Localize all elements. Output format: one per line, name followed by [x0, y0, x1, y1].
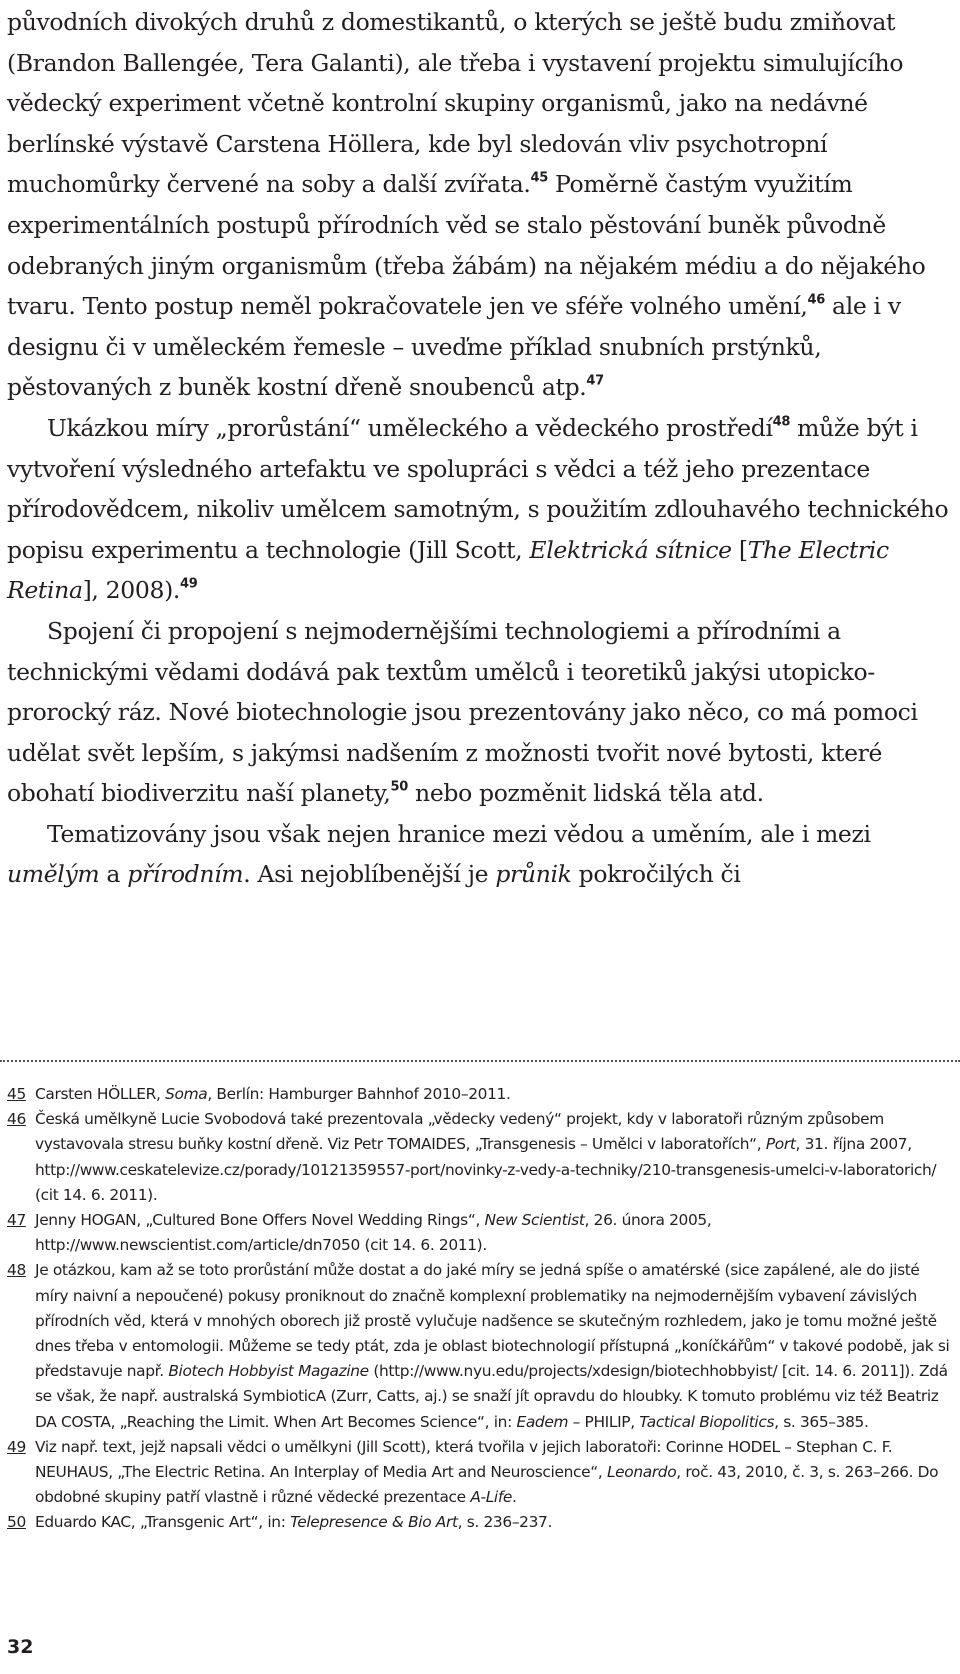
footnote-text: , Berlín: Hamburger Bahnhof 2010–2011. — [207, 1085, 511, 1103]
footnote-47 — [7, 1208, 955, 1258]
footnote-divider — [0, 1060, 960, 1062]
footnote-ref-45[interactable]: 45 — [530, 170, 548, 186]
footnote-ref-48[interactable]: 48 — [772, 414, 791, 430]
paragraph-2 — [7, 408, 955, 611]
paragraph-text: nebo pozměnit lidská těla atd. — [407, 779, 764, 808]
footnote-italic: Telepresence & Bio Art — [290, 1513, 458, 1532]
footnote-italic: Tactical Biopolitics — [639, 1412, 775, 1431]
footnote-45 — [7, 1082, 955, 1107]
footnote-text: , 31. října 2007, http://www.ceskatelevize.cz/porady/10121359557-port/novinky-z-vedy-a-techniky/210-transgenesis-umelci-v-laboratorich/ (cit 14. 6. 2011). — [35, 1135, 937, 1204]
footnote-text: , s. 236–237. — [457, 1513, 553, 1532]
footnote-text: Je otázkou, kam až se toto prorůstání může dostat a do jaké míry se jedná spíše o amatérské (sice zapálené, ale do jisté míry naivní a nepoučené) pokusy proniknout do značně komplexní problematiky na nejmodernějším vybavení závislých přírodních věd, která v mnohých oborech již prostě vylučuje nadšence se skutečným rozhledem, jako je tomu možné ještě dnes třeba v entomologii. Můžeme se tedy ptát, zda je oblast biotechnologií přístupná „koníčkářům“ v takové podobě, jak si představuje např. — [35, 1261, 950, 1381]
footnote-ref-47[interactable]: 47 — [586, 373, 604, 389]
footnote-text: Eduardo KAC, „Transgenic Art“, in: — [35, 1513, 291, 1532]
emphasis: průnik — [495, 860, 572, 889]
footnote-text: – PHILIP, — [568, 1412, 640, 1431]
footnote-text: Česká umělkyně Lucie Svobodová také prezentovala „vědecky vedený“ projekt, kdy v laboratoři různým způsobem vystavovala stresu buňky kostní dřeně. Viz Petr TOMAIDES, „Transgenesis – Umělci v laboratořích“, — [35, 1110, 884, 1154]
footnote-text: . — [512, 1488, 517, 1507]
emphasis: přírodním — [127, 860, 244, 889]
paragraph-text: Ukázkou míry „prorůstání“ uměleckého a vědeckého prostředí — [47, 413, 773, 442]
paragraph-text: pokročilých či — [571, 860, 741, 889]
footnote-ref-50[interactable]: 50 — [390, 779, 408, 795]
paragraph-text: původních divokých druhů z domestikantů, o kterých se ještě budu zmiňovat (Brandon Ballengée, Tera Galanti), ale třeba i vystavení projektu simulujícího vědecký experiment včetně kontrolní skupiny organismů, jako na nedávné berlínské výstavě Carstena Höllera, kde byl sledován vliv psychotropní muchomůrky červené na soby a další zvířata. — [7, 8, 904, 199]
footnote-number[interactable]: 49 — [7, 1437, 26, 1456]
footnote-number[interactable]: 45 — [7, 1085, 26, 1103]
paragraph-text: Tematizovány jsou však nejen hranice mezi vědou a uměním, ale i mezi — [47, 819, 871, 848]
footnote-text: , roč. 43, 2010, č. 3, s. 263–266. Do obdobné skupiny patří vlastně i různé vědecké prezentace — [35, 1463, 939, 1507]
paragraph-text: Spojení či propojení s nejmodernějšími technologiemi a přírodními a technickými vědami dodává pak textům umělců i teoretiků jakýsi utopicko-prorocký ráz. Nové biotechnologie jsou prezentovány jako něco, co má pomoci udělat svět lepším, s jakýmsi nadšením z možnosti tvořit nové bytosti, které obohatí biodiverzitu naší planety, — [7, 616, 918, 808]
footnote-italic: A-Life — [470, 1488, 513, 1507]
footnote-text: Carsten HÖLLER, — [35, 1085, 166, 1103]
footnote-italic: Soma — [165, 1085, 208, 1103]
paragraph-text: [ — [731, 535, 748, 564]
paragraph-text: ale i v designu či v uměleckém řemesle – uveďme příklad snubních prstýnků, pěstovaných z buněk kostní dřeně snoubenců atp. — [7, 292, 901, 402]
italic-title: Elektrická sítnice — [529, 535, 732, 564]
paragraph-3 — [7, 611, 955, 814]
paragraph-text: . Asi nejoblíbenější je — [243, 860, 496, 889]
paragraph-text: Poměrně častým využitím experimentálních postupů přírodních věd se stalo pěstování buněk původně odebraných jiným organismům (třeba žábám) na nějakém médiu a do nějakého tvaru. Tento postup neměl pokračovatele jen ve sféře volného umění, — [7, 170, 926, 321]
footnote-text: Jenny HOGAN, „Cultured Bone Offers Novel Wedding Rings“, — [35, 1211, 485, 1230]
footnote-text: , s. 365–385. — [774, 1412, 869, 1431]
footnote-text: , 26. února 2005, http://www.newscientist.com/article/dn7050 (cit 14. 6. 2011). — [35, 1211, 712, 1255]
paragraph-text: a — [99, 860, 128, 889]
paragraph-text: může být i vytvoření výsledného artefaktu ve spolupráci s vědci a též jeho prezentace přírodovědcem, nikoliv umělcem samotným, s použitím zdlouhavého technického popisu experimentu a technologie (Jill Scott, — [7, 413, 949, 564]
footnote-ref-49[interactable]: 49 — [180, 576, 198, 592]
footnote-text: (http://www.nyu.edu/projects/xdesign/biotechhobbyist/ [cit. 14. 6. 2011]). Zdá se však, že např. australská SymbioticA (Zurr, Catts, aj.) se snaží jít opravdu do hloubky. K tomuto problému viz též Beatriz DA COSTA, „Reaching the Limit. When Art Becomes Science“, in: — [35, 1362, 948, 1431]
footnote-number[interactable]: 47 — [7, 1211, 26, 1230]
emphasis: umělým — [7, 860, 100, 889]
footnote-49 — [7, 1435, 955, 1511]
footnote-46 — [7, 1107, 955, 1208]
footnote-ref-46[interactable]: 46 — [807, 292, 825, 308]
footnotes — [7, 1082, 955, 1536]
page-number: 32 — [7, 1636, 34, 1658]
footnote-48 — [7, 1258, 955, 1434]
footnote-text: Viz např. text, jejž napsali vědci o umělkyni (Jill Scott), která tvořila v jejich laboratoři: Corinne HODEL – Stephan C. F. NEUHAUS, „The Electric Retina. An Interplay of Media Art and Neuroscience“, — [35, 1437, 893, 1482]
italic-title: The Electric Retina — [7, 535, 889, 605]
paragraph-4 — [7, 814, 955, 895]
footnote-italic: Biotech Hobbyist Magazine — [168, 1362, 369, 1381]
footnote-italic: New Scientist — [484, 1211, 585, 1230]
footnote-number[interactable]: 46 — [7, 1110, 26, 1129]
main-text — [7, 2, 955, 895]
footnote-50 — [7, 1510, 955, 1535]
paragraph-text: ], 2008). — [82, 576, 181, 605]
footnote-italic: Port — [765, 1135, 796, 1154]
paragraph-1 — [7, 2, 955, 408]
footnote-number[interactable]: 50 — [7, 1513, 26, 1532]
footnote-italic: Eadem — [516, 1412, 569, 1431]
footnote-italic: Leonardo — [606, 1463, 677, 1482]
footnote-number[interactable]: 48 — [7, 1261, 26, 1280]
